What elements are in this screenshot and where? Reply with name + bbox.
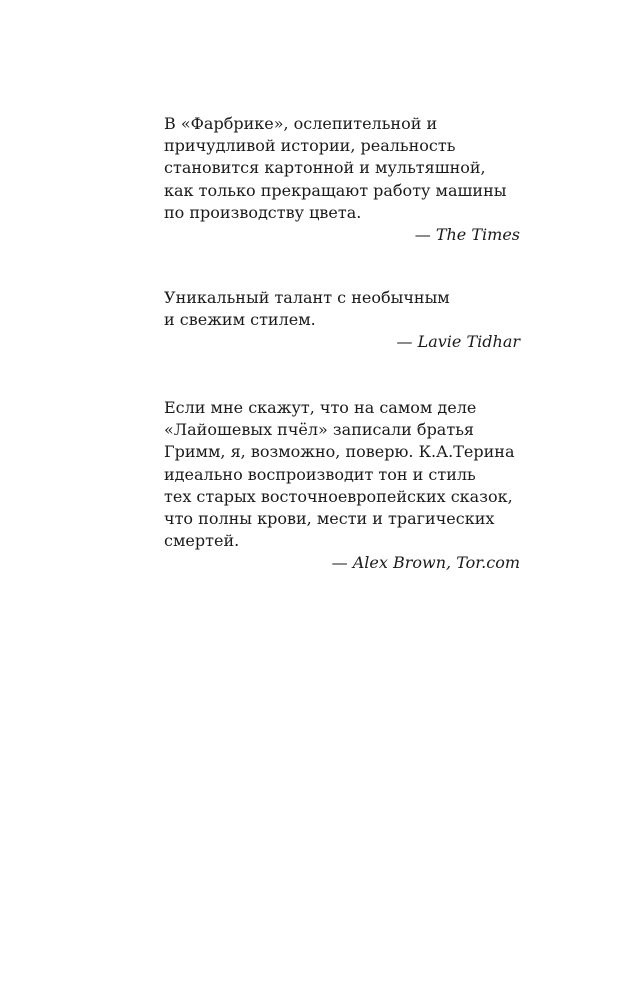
quote-line: Гримм, я, возможно, поверю. К.А.Терина — [164, 442, 515, 462]
review-quote-the-times — [164, 113, 520, 246]
quote-line: что полны крови, мести и трагических — [164, 509, 495, 529]
quote-line: идеально воспроизводит тон и стиль — [164, 464, 476, 484]
quote-attribution: — The Times — [414, 225, 520, 245]
quote-line: Уникальный талант с необычным — [164, 288, 450, 307]
quote-attribution: — Lavie Tidhar — [396, 332, 520, 352]
quote-line: смертей. — [164, 531, 240, 551]
quote-line: В «Фарбрике», ослепительной и — [164, 114, 438, 133]
quote-line: и свежим стилем. — [164, 310, 316, 330]
review-quote-lavie-tidhar — [164, 287, 520, 354]
quote-attribution: — Alex Brown, Tor.com — [331, 553, 520, 573]
quote-line: причудливой истории, реальность — [164, 136, 456, 156]
quote-line: становится картонной и мультяшной, — [164, 158, 486, 178]
quote-line: тех старых восточноевропейских сказок, — [164, 486, 513, 506]
review-quote-alex-brown — [164, 397, 520, 575]
quote-line: как только прекращают работу машины — [164, 180, 507, 200]
quote-line: по производству цвета. — [164, 202, 362, 222]
quote-line: «Лайошевых пчёл» записали братья — [164, 420, 474, 440]
quote-line: Если мне скажут, что на самом деле — [164, 398, 477, 417]
